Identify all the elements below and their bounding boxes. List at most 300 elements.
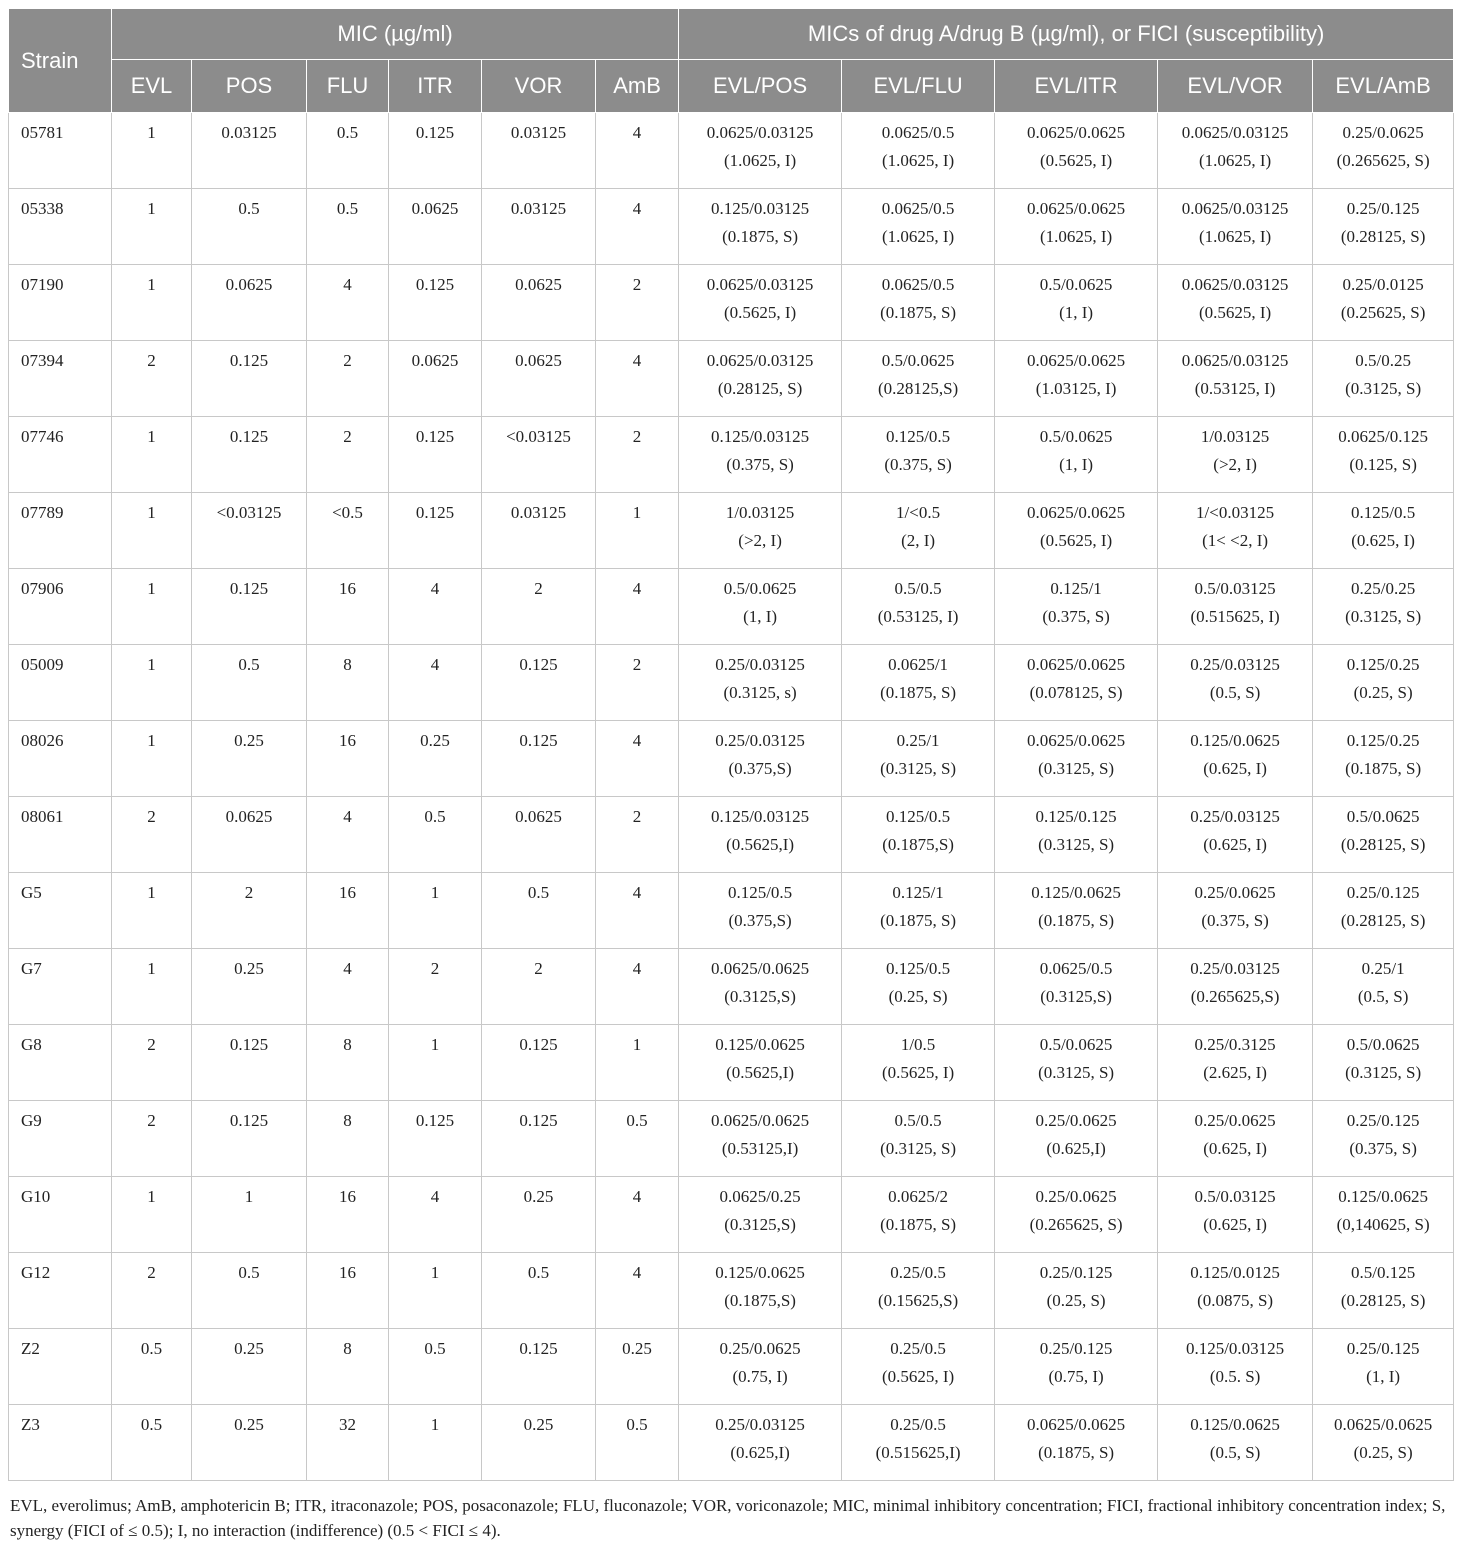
combo-mic-value: 0.0625/0.0625 <box>710 1111 810 1130</box>
mic-cell: 16 <box>307 1253 389 1329</box>
mic-cell: 1 <box>389 873 482 949</box>
combo-mic-value: 0.25/0.0625 <box>719 1339 801 1358</box>
combo-cell <box>1313 1177 1454 1253</box>
mic-cell: <0.03125 <box>192 493 307 569</box>
header-combo-group: MICs of drug A/drug B (µg/ml), or FICI (susceptibility) <box>679 9 1454 60</box>
fici-value: (0.25, S) <box>888 987 948 1006</box>
combo-mic-value: 0.5/0.0625 <box>881 351 955 370</box>
combo-cell <box>1158 645 1313 721</box>
combo-cell <box>1158 1405 1313 1481</box>
combo-cell <box>995 189 1158 265</box>
mic-cell: 4 <box>307 265 389 341</box>
header-combo-evl-itr: EVL/ITR <box>995 60 1158 113</box>
mic-cell: 0.125 <box>192 341 307 417</box>
fici-value: (0.1875, S) <box>880 303 957 322</box>
fici-value: (2.625, I) <box>1203 1063 1267 1082</box>
mic-cell: 0.0625 <box>192 797 307 873</box>
table-footnote: EVL, everolimus; AmB, amphotericin B; ITR, itraconazole; POS, posaconazole; FLU, fluconazole; VOR, voriconazole; MIC, minimal inhibitory concentration; FICI, fractional inhibitory concentration index; S, synergy (FICI of ≤ 0.5); I, no interaction (indifference) (0.5 < FICI ≤ 4). <box>10 1496 1446 1540</box>
table-row <box>9 341 1454 417</box>
combo-cell <box>1313 341 1454 417</box>
mic-cell: 2 <box>482 569 596 645</box>
combo-mic-value: 0.5/0.03125 <box>1194 1187 1276 1206</box>
combo-cell <box>1313 1025 1454 1101</box>
combo-mic-value: 0.25/0.3125 <box>1194 1035 1276 1054</box>
mic-cell: 16 <box>307 1177 389 1253</box>
mic-cell: 0.0625 <box>389 189 482 265</box>
mic-cell: 4 <box>307 797 389 873</box>
mic-cell: 1 <box>112 189 192 265</box>
strain-cell: Z3 <box>9 1405 112 1481</box>
combo-mic-value: 0.25/0.0625 <box>1194 1111 1276 1130</box>
fici-value: (0.265625, S) <box>1029 1215 1123 1234</box>
fici-value: (0.3125,S) <box>1040 987 1112 1006</box>
mic-cell: 4 <box>596 569 679 645</box>
mic-cell: 2 <box>112 1253 192 1329</box>
fici-value: (0.625, I) <box>1203 759 1267 778</box>
mic-cell: 0.125 <box>192 569 307 645</box>
combo-cell <box>1313 1253 1454 1329</box>
combo-cell <box>679 569 842 645</box>
combo-mic-value: 0.25/0.03125 <box>715 731 805 750</box>
fici-value: (0.5, S) <box>1209 1443 1261 1462</box>
combo-cell <box>679 1405 842 1481</box>
combo-cell <box>995 949 1158 1025</box>
combo-cell <box>679 949 842 1025</box>
header-mic-itr: ITR <box>389 60 482 113</box>
combo-cell <box>842 721 995 797</box>
table-row <box>9 417 1454 493</box>
combo-mic-value: 0.125/0.0625 <box>1338 1187 1428 1206</box>
strain-cell: G8 <box>9 1025 112 1101</box>
fici-value: (0.625, I) <box>1203 1139 1267 1158</box>
fici-value: (0.625, I) <box>1203 1215 1267 1234</box>
fici-value: (0.3125,S) <box>724 1215 796 1234</box>
combo-cell <box>842 1101 995 1177</box>
header-mic-evl: EVL <box>112 60 192 113</box>
fici-value: (0.375,S) <box>728 759 792 778</box>
combo-mic-value: 0.25/0.03125 <box>715 1415 805 1434</box>
header-combo-evl-flu: EVL/FLU <box>842 60 995 113</box>
mic-cell: 0.125 <box>192 1101 307 1177</box>
combo-cell <box>842 1329 995 1405</box>
fici-value: (0.5625, I) <box>1198 303 1272 322</box>
mic-cell: 0.25 <box>596 1329 679 1405</box>
combo-mic-value: 0.0625/1 <box>888 655 949 674</box>
combo-cell <box>1313 417 1454 493</box>
fici-value: (0.1875, S) <box>880 911 957 930</box>
mic-cell: 2 <box>389 949 482 1025</box>
fici-value: (0.25, S) <box>1046 1291 1106 1310</box>
combo-cell <box>1313 569 1454 645</box>
fici-value: (0.515625, I) <box>1190 607 1280 626</box>
combo-cell <box>995 1101 1158 1177</box>
combo-cell <box>679 721 842 797</box>
combo-cell <box>679 113 842 189</box>
fici-value: (0.1875, S) <box>1038 911 1115 930</box>
table-row <box>9 1177 1454 1253</box>
table-row <box>9 873 1454 949</box>
mic-cell: 8 <box>307 645 389 721</box>
table-row <box>9 265 1454 341</box>
header-strain: Strain <box>9 9 112 113</box>
mic-cell: 0.0625 <box>482 797 596 873</box>
mic-cell: 2 <box>307 341 389 417</box>
combo-mic-value: 0.5/0.0625 <box>1346 807 1420 826</box>
strain-cell: 05009 <box>9 645 112 721</box>
mic-cell: 4 <box>596 189 679 265</box>
mic-cell: 0.5 <box>482 873 596 949</box>
strain-cell: Z2 <box>9 1329 112 1405</box>
mic-cell: 0.5 <box>389 797 482 873</box>
mic-cell: 16 <box>307 873 389 949</box>
fici-value: (0.28125, S) <box>1340 835 1426 854</box>
fici-value: (1.0625, I) <box>1198 151 1272 170</box>
mic-cell: 0.0625 <box>192 265 307 341</box>
mic-cell: <0.5 <box>307 493 389 569</box>
combo-mic-value: 0.25/0.125 <box>1346 1339 1420 1358</box>
combo-mic-value: 0.0625/0.03125 <box>1181 351 1289 370</box>
combo-cell <box>842 189 995 265</box>
combo-cell <box>1158 949 1313 1025</box>
fici-value: (0.5, S) <box>1357 987 1409 1006</box>
fici-value: (0.375, S) <box>1201 911 1269 930</box>
fici-value: (0.3125, s) <box>723 683 797 702</box>
combo-mic-value: 0.5/0.0625 <box>1039 1035 1113 1054</box>
combo-cell <box>679 493 842 569</box>
combo-mic-value: 0.0625/0.03125 <box>706 123 814 142</box>
mic-cell: 1 <box>112 949 192 1025</box>
strain-cell: 08061 <box>9 797 112 873</box>
combo-mic-value: 0.0625/0.03125 <box>1181 123 1289 142</box>
table-row <box>9 949 1454 1025</box>
fici-value: (0.53125,I) <box>721 1139 799 1158</box>
fici-value: (0.5625,I) <box>726 835 795 854</box>
mic-cell: 4 <box>596 721 679 797</box>
fici-value: (0.375, S) <box>1042 607 1110 626</box>
combo-mic-value: 0.0625/0.0625 <box>710 959 810 978</box>
fici-value: (0.28125, S) <box>717 379 803 398</box>
table-row <box>9 797 1454 873</box>
combo-mic-value: 0.125/0.0125 <box>1190 1263 1280 1282</box>
combo-cell <box>1158 1329 1313 1405</box>
fici-value: (2, I) <box>901 531 936 550</box>
mic-cell: 0.125 <box>389 265 482 341</box>
combo-mic-value: 0.25/1 <box>1361 959 1405 978</box>
combo-mic-value: 0.0625/0.25 <box>719 1187 801 1206</box>
header-mic-pos: POS <box>192 60 307 113</box>
combo-mic-value: 0.125/0.0625 <box>715 1263 805 1282</box>
mic-cell: 8 <box>307 1101 389 1177</box>
fici-value: (0.75, I) <box>732 1367 788 1386</box>
combo-cell <box>995 1253 1158 1329</box>
table-row <box>9 189 1454 265</box>
combo-cell <box>1313 721 1454 797</box>
mic-cell: 8 <box>307 1025 389 1101</box>
strain-cell: G7 <box>9 949 112 1025</box>
mic-cell: 32 <box>307 1405 389 1481</box>
combo-mic-value: 0.0625/0.03125 <box>706 275 814 294</box>
fici-value: (0.265625, S) <box>1336 151 1430 170</box>
fici-value: (0.25625, S) <box>1340 303 1426 322</box>
mic-cell: 0.5 <box>112 1405 192 1481</box>
combo-cell <box>679 1177 842 1253</box>
combo-mic-value: 0.25/0.03125 <box>1190 959 1280 978</box>
header-mic-flu: FLU <box>307 60 389 113</box>
combo-cell <box>1158 341 1313 417</box>
mic-cell: 0.03125 <box>482 189 596 265</box>
strain-cell: G12 <box>9 1253 112 1329</box>
combo-cell <box>842 569 995 645</box>
mic-cell: 1 <box>389 1253 482 1329</box>
fici-value: (0.625,I) <box>1046 1139 1106 1158</box>
mic-cell: 16 <box>307 721 389 797</box>
table-row <box>9 1101 1454 1177</box>
mic-cell: 0.125 <box>389 417 482 493</box>
mic-cell: 0.125 <box>389 1101 482 1177</box>
mic-cell: 0.5 <box>192 645 307 721</box>
combo-cell <box>842 265 995 341</box>
fici-value: (1, I) <box>1059 303 1094 322</box>
mic-cell: 0.5 <box>307 189 389 265</box>
combo-cell <box>1313 189 1454 265</box>
combo-cell <box>842 797 995 873</box>
mic-cell: 0.25 <box>482 1177 596 1253</box>
combo-mic-value: 0.125/0.03125 <box>710 427 810 446</box>
combo-cell <box>842 1405 995 1481</box>
combo-mic-value: 0.5/0.125 <box>1350 1263 1416 1282</box>
combo-mic-value: 0.25/0.5 <box>890 1339 946 1358</box>
fici-value: (0.5625, I) <box>1039 151 1113 170</box>
fici-value: (0.3125, S) <box>1038 1063 1115 1082</box>
document-page <box>8 8 1453 1543</box>
combo-mic-value: 0.25/0.125 <box>1346 199 1420 218</box>
combo-mic-value: 0.25/0.0625 <box>1035 1187 1117 1206</box>
mic-cell: 2 <box>596 645 679 721</box>
fici-value: (0.1875,S) <box>724 1291 796 1310</box>
strain-cell: 07746 <box>9 417 112 493</box>
combo-mic-value: 1/<0.03125 <box>1196 503 1275 522</box>
mic-cell: 0.25 <box>389 721 482 797</box>
fici-value: (0.25, S) <box>1353 1443 1413 1462</box>
fici-value: (0.15625,S) <box>877 1291 959 1310</box>
mic-cell: 0.125 <box>482 1329 596 1405</box>
combo-mic-value: 0.5/0.5 <box>894 1111 942 1130</box>
strain-cell: 05338 <box>9 189 112 265</box>
fici-value: (0.1875, S) <box>880 1215 957 1234</box>
fici-value: (0,140625, S) <box>1336 1215 1430 1234</box>
mic-cell: 4 <box>307 949 389 1025</box>
fici-value: (>2, I) <box>738 531 782 550</box>
mic-cell: 4 <box>596 949 679 1025</box>
mic-cell: 4 <box>389 1177 482 1253</box>
strain-cell: 07789 <box>9 493 112 569</box>
mic-cell: 4 <box>596 873 679 949</box>
header-mic-amb: AmB <box>596 60 679 113</box>
mic-cell: 4 <box>389 645 482 721</box>
combo-cell <box>679 1329 842 1405</box>
fici-value: (0.5625, I) <box>881 1063 955 1082</box>
combo-cell <box>679 797 842 873</box>
fici-value: (0.625, I) <box>1203 835 1267 854</box>
table-row <box>9 645 1454 721</box>
fici-value: (0.375,S) <box>728 911 792 930</box>
combo-cell <box>842 949 995 1025</box>
strain-cell: 08026 <box>9 721 112 797</box>
mic-cell: 4 <box>596 1253 679 1329</box>
combo-cell <box>679 1253 842 1329</box>
combo-mic-value: 0.25/0.03125 <box>715 655 805 674</box>
mic-cell: 1 <box>112 113 192 189</box>
combo-cell <box>679 341 842 417</box>
fici-value: (1.03125, I) <box>1035 379 1117 398</box>
combo-cell <box>1313 797 1454 873</box>
combo-mic-value: 0.5/0.03125 <box>1194 579 1276 598</box>
fici-value: (0.28125, S) <box>1340 227 1426 246</box>
combo-mic-value: 0.25/0.5 <box>890 1415 946 1434</box>
combo-mic-value: 0.5/0.0625 <box>1039 275 1113 294</box>
combo-cell <box>1313 1405 1454 1481</box>
strain-cell: 07906 <box>9 569 112 645</box>
fici-value: (1, I) <box>743 607 778 626</box>
table-row <box>9 1253 1454 1329</box>
combo-mic-value: 0.125/1 <box>1050 579 1102 598</box>
mic-cell: 0.5 <box>389 1329 482 1405</box>
mic-cell: 8 <box>307 1329 389 1405</box>
combo-mic-value: 0.125/0.0625 <box>715 1035 805 1054</box>
mic-cell: 1 <box>596 1025 679 1101</box>
combo-mic-value: 0.25/0.0625 <box>1342 123 1424 142</box>
fici-value: (0.078125, S) <box>1029 683 1123 702</box>
fici-value: (0.5625, I) <box>1039 531 1113 550</box>
mic-cell: 0.03125 <box>482 493 596 569</box>
combo-mic-value: 0.0625/0.03125 <box>1181 275 1289 294</box>
combo-mic-value: 0.0625/0.5 <box>881 199 955 218</box>
combo-cell <box>1313 645 1454 721</box>
mic-cell: 0.5 <box>192 1253 307 1329</box>
strain-cell: G5 <box>9 873 112 949</box>
combo-mic-value: 0.0625/0.5 <box>1039 959 1113 978</box>
combo-mic-value: 0.0625/0.03125 <box>706 351 814 370</box>
fici-value: (0.3125, S) <box>880 1139 957 1158</box>
mic-cell: 2 <box>112 341 192 417</box>
table-row <box>9 493 1454 569</box>
fici-value: (0.3125, S) <box>1345 379 1422 398</box>
fici-value: (1.0625, I) <box>881 227 955 246</box>
combo-cell <box>1313 873 1454 949</box>
combo-mic-value: 1/0.03125 <box>725 503 795 522</box>
mic-cell: 0.5 <box>192 189 307 265</box>
combo-mic-value: 0.25/0.0125 <box>1342 275 1424 294</box>
fici-value: (0.25, S) <box>1353 683 1413 702</box>
fici-value: (0.28125,S) <box>877 379 959 398</box>
mic-cell: 0.5 <box>307 113 389 189</box>
combo-mic-value: 0.25/0.125 <box>1346 1111 1420 1130</box>
fici-value: (0.28125, S) <box>1340 911 1426 930</box>
combo-cell <box>1313 1329 1454 1405</box>
fici-value: (0.375, S) <box>1349 1139 1417 1158</box>
combo-mic-value: 0.5/0.25 <box>1355 351 1411 370</box>
combo-mic-value: 0.25/0.25 <box>1350 579 1416 598</box>
combo-cell <box>1158 189 1313 265</box>
fici-value: (1.0625, I) <box>723 151 797 170</box>
combo-cell <box>995 341 1158 417</box>
combo-mic-value: 0.0625/0.125 <box>1338 427 1428 446</box>
combo-cell <box>842 1025 995 1101</box>
combo-mic-value: 0.125/0.25 <box>1346 731 1420 750</box>
table-row <box>9 1329 1454 1405</box>
mic-cell: 2 <box>307 417 389 493</box>
mic-cell: 0.03125 <box>192 113 307 189</box>
strain-cell: 07394 <box>9 341 112 417</box>
combo-cell <box>1158 1253 1313 1329</box>
combo-cell <box>842 341 995 417</box>
fici-value: (1, I) <box>1059 455 1094 474</box>
mic-cell: 2 <box>192 873 307 949</box>
combo-mic-value: 0.25/0.03125 <box>1190 807 1280 826</box>
fici-value: (0.5, S) <box>1209 683 1261 702</box>
combo-cell <box>1313 949 1454 1025</box>
strain-cell: 07190 <box>9 265 112 341</box>
mic-cell: 0.125 <box>389 113 482 189</box>
combo-cell <box>1158 113 1313 189</box>
mic-cell: 1 <box>389 1025 482 1101</box>
combo-cell <box>679 189 842 265</box>
combo-cell <box>679 265 842 341</box>
combo-mic-value: 0.125/0.03125 <box>710 199 810 218</box>
fici-value: (0.625,I) <box>730 1443 790 1462</box>
mic-cell: 1 <box>112 569 192 645</box>
combo-mic-value: 0.125/0.0625 <box>1190 1415 1280 1434</box>
mic-cell: 0.125 <box>192 1025 307 1101</box>
fici-value: (0.3125, S) <box>1345 607 1422 626</box>
combo-mic-value: 0.125/0.5 <box>885 427 951 446</box>
table-row <box>9 1025 1454 1101</box>
combo-mic-value: 0.0625/0.0625 <box>1026 351 1126 370</box>
table-row <box>9 569 1454 645</box>
mic-cell: 0.125 <box>482 645 596 721</box>
header-combo-evl-vor: EVL/VOR <box>1158 60 1313 113</box>
combo-cell <box>679 873 842 949</box>
mic-cell: 2 <box>596 797 679 873</box>
combo-cell <box>1158 569 1313 645</box>
fici-value: (0.3125, S) <box>1345 1063 1422 1082</box>
fici-value: (0.1875,S) <box>882 835 954 854</box>
combo-cell <box>842 113 995 189</box>
combo-cell <box>995 1405 1158 1481</box>
fici-value: (0.1875, S) <box>722 227 799 246</box>
mic-cell: <0.03125 <box>482 417 596 493</box>
mic-cell: 0.25 <box>482 1405 596 1481</box>
combo-mic-value: 0.0625/0.0625 <box>1026 503 1126 522</box>
combo-mic-value: 0.25/0.125 <box>1039 1339 1113 1358</box>
combo-mic-value: 1/<0.5 <box>896 503 941 522</box>
table-row <box>9 721 1454 797</box>
fici-value: (1.0625, I) <box>881 151 955 170</box>
combo-cell <box>995 1177 1158 1253</box>
combo-mic-value: 1/0.03125 <box>1200 427 1270 446</box>
combo-cell <box>842 1177 995 1253</box>
combo-mic-value: 0.125/0.25 <box>1346 655 1420 674</box>
combo-mic-value: 0.0625/0.0625 <box>1026 123 1126 142</box>
fici-value: (0.53125, I) <box>877 607 959 626</box>
strain-cell: 05781 <box>9 113 112 189</box>
combo-cell <box>995 493 1158 569</box>
mic-cell: 2 <box>112 1025 192 1101</box>
combo-mic-value: 0.0625/0.0625 <box>1026 731 1126 750</box>
fici-value: (0.5625, I) <box>723 303 797 322</box>
mic-cell: 1 <box>112 1177 192 1253</box>
strain-cell: G9 <box>9 1101 112 1177</box>
